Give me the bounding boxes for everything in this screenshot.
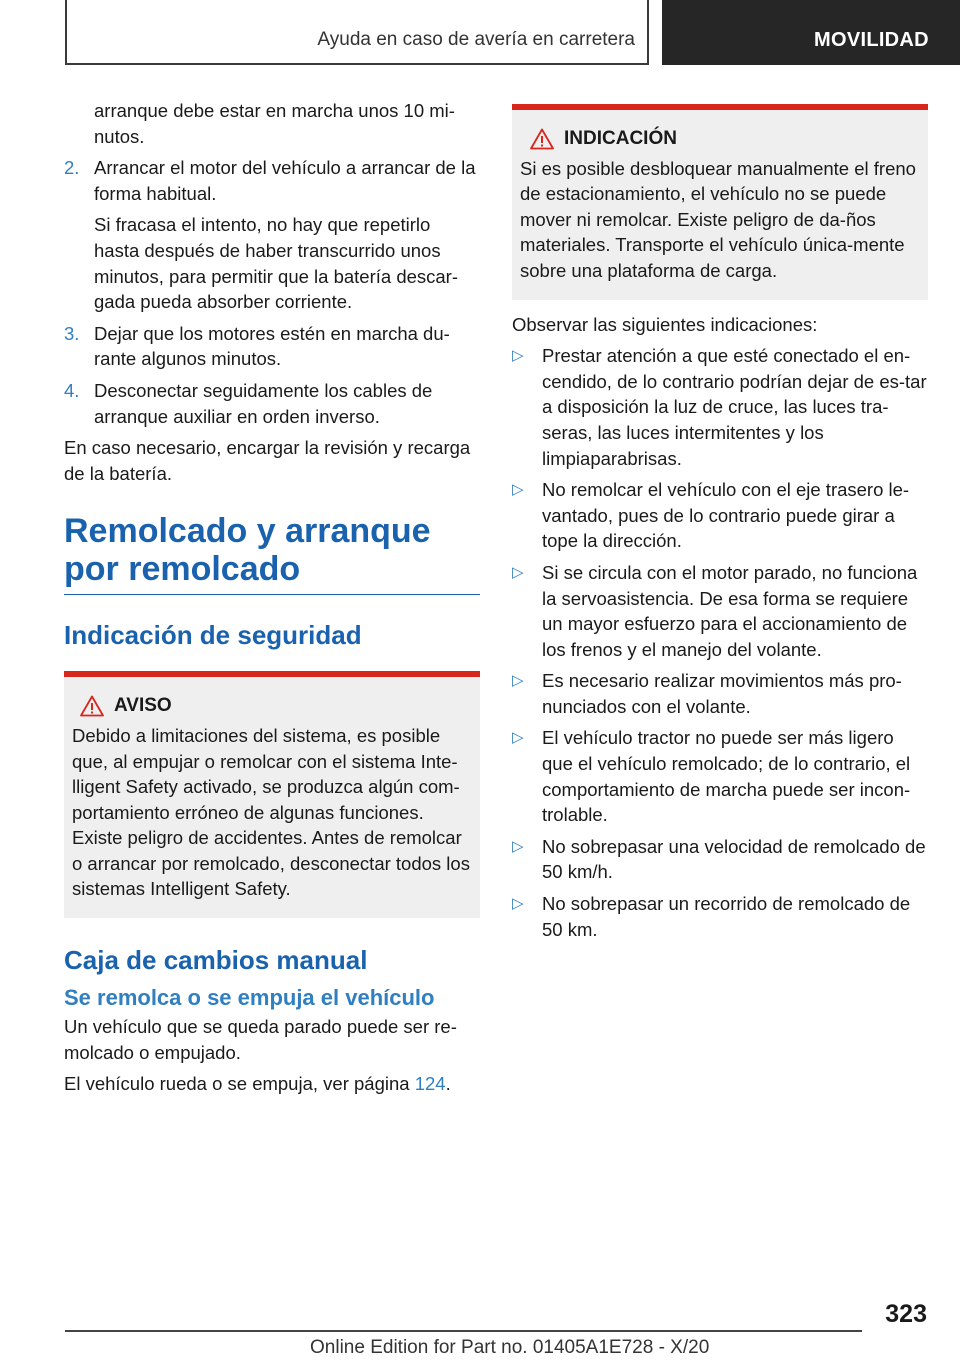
step-text: Arrancar el motor del vehículo a arrancar de la forma habitual. bbox=[94, 157, 476, 204]
list-item-text: No remolcar el vehículo con el eje trasero le-vantado, pues de lo contrario puede girar a tope la dirección. bbox=[542, 479, 910, 552]
triangle-bullet-icon: ▷ bbox=[512, 729, 524, 747]
page-number: 323 bbox=[885, 1300, 927, 1328]
list-item-text: Prestar atención a que esté conectado el en-cendido, de lo contrario podrían dejar de es-tar a disposición la luz de cruce, las luces tra-seras, las luces intermitentes y los limpiaparabrisas. bbox=[542, 345, 927, 469]
step-number: 4. bbox=[64, 379, 80, 401]
list-item-text: Si se circula con el motor parado, no funciona la servoasistencia. De esa forma se requiere un mayor esfuerzo para el accionamiento de los frenos y el manejo del volante. bbox=[542, 561, 918, 660]
section-title: Ayuda en caso de avería en carretera bbox=[317, 29, 635, 50]
step-2-subtext: Si fracasa el intento, no hay que repetirlo hasta después de haber transcurrido unos minutos, para permitir que la batería descar-gada pueda absorber corriente. bbox=[94, 214, 459, 313]
list-item-text: El vehículo tractor no puede ser más ligero que el vehículo remolcado; de lo contrario, el comportamiento de marcha puede ser incon-trolable. bbox=[542, 727, 911, 826]
left-column bbox=[64, 98, 480, 1103]
warning-triangle-icon bbox=[80, 695, 104, 717]
instructions-intro: Observar las siguientes indicaciones: bbox=[512, 313, 818, 335]
right-column bbox=[512, 104, 928, 948]
chapter-tab-label: MOVILIDAD bbox=[814, 29, 929, 51]
edition-footer: Online Edition for Part no. 01405A1E728 - X/20 bbox=[310, 1337, 710, 1358]
step-4 bbox=[64, 378, 480, 429]
list-item-text: Es necesario realizar movimientos más pro-nunciados con el volante. bbox=[542, 670, 902, 717]
warning-box bbox=[64, 671, 480, 918]
step-number: 3. bbox=[64, 322, 80, 344]
triangle-bullet-icon: ▷ bbox=[512, 672, 524, 690]
list-item-text: No sobrepasar una velocidad de remolcado de 50 km/h. bbox=[542, 835, 926, 883]
list-item bbox=[512, 560, 928, 662]
header-section-box bbox=[65, 0, 649, 65]
list-item bbox=[512, 668, 928, 719]
continued-step-text: arranque debe estar en marcha unos 10 mi- nutos. bbox=[94, 100, 455, 147]
triangle-bullet-icon: ▷ bbox=[512, 481, 524, 499]
note-box bbox=[512, 104, 928, 300]
list-item bbox=[512, 343, 928, 471]
note-text: Si es posible desbloquear manualmente el freno de estacionamiento, el vehículo no se puede mover ni remolcar. Existe peligro de da-ños materiales. Transporte el vehículo única-mente sobre una plataforma de carga. bbox=[520, 157, 916, 281]
see-page-text: El vehículo rueda o se empuja, ver página bbox=[64, 1073, 410, 1095]
list-item bbox=[512, 834, 928, 885]
page-reference-link[interactable]: 124 bbox=[414, 1073, 446, 1095]
warning-label: AVISO bbox=[114, 695, 172, 717]
list-item bbox=[512, 725, 928, 827]
triangle-bullet-icon: ▷ bbox=[512, 895, 524, 913]
section-heading-towing: Remolcado y arranque por remolcado bbox=[64, 512, 480, 595]
chapter-tab[interactable] bbox=[662, 0, 960, 65]
see-page-paragraph bbox=[64, 1071, 480, 1097]
triangle-bullet-icon: ▷ bbox=[512, 347, 524, 365]
warning-text: Debido a limitaciones del sistema, es posible que, al empujar o remolcar con el sistema Inte-lligent Safety activado, se produzca algún com-portamiento erróneo de algunas funciones. Existe peligro de accidentes. Antes de remolcar o arrancar por remolcado, desconectar todos los sistemas Intelligent Safety. bbox=[72, 724, 470, 900]
step-3 bbox=[64, 321, 480, 372]
footer-divider bbox=[65, 1330, 862, 1332]
battery-note: En caso necesario, encargar la revisión y recarga de la batería. bbox=[64, 437, 471, 484]
subheading-tow-push: Se remolca o se empuja el vehículo bbox=[64, 985, 435, 1011]
step-text: Desconectar seguidamente los cables de arranque auxiliar en orden inverso. bbox=[94, 379, 433, 427]
step-2 bbox=[64, 155, 480, 206]
note-label: INDICACIÓN bbox=[564, 128, 677, 149]
list-item bbox=[512, 891, 928, 942]
note-header bbox=[520, 126, 920, 152]
subheading-safety: Indicación de seguridad bbox=[64, 620, 362, 651]
list-item bbox=[512, 477, 928, 554]
see-page-end: . bbox=[445, 1073, 451, 1095]
triangle-bullet-icon: ▷ bbox=[512, 563, 524, 581]
warning-header bbox=[72, 693, 472, 719]
step-text: Dejar que los motores estén en marcha du-rante algunos minutos. bbox=[94, 322, 450, 370]
triangle-bullet-icon: ▷ bbox=[512, 837, 524, 855]
list-item-text: No sobrepasar un recorrido de remolcado de 50 km. bbox=[542, 893, 911, 940]
warning-triangle-icon bbox=[530, 128, 554, 150]
tow-text: Un vehículo que se queda parado puede ser re-molcado o empujado. bbox=[64, 1016, 457, 1063]
step-number: 2. bbox=[64, 157, 80, 179]
subheading-manual-gearbox: Caja de cambios manual bbox=[64, 945, 368, 976]
